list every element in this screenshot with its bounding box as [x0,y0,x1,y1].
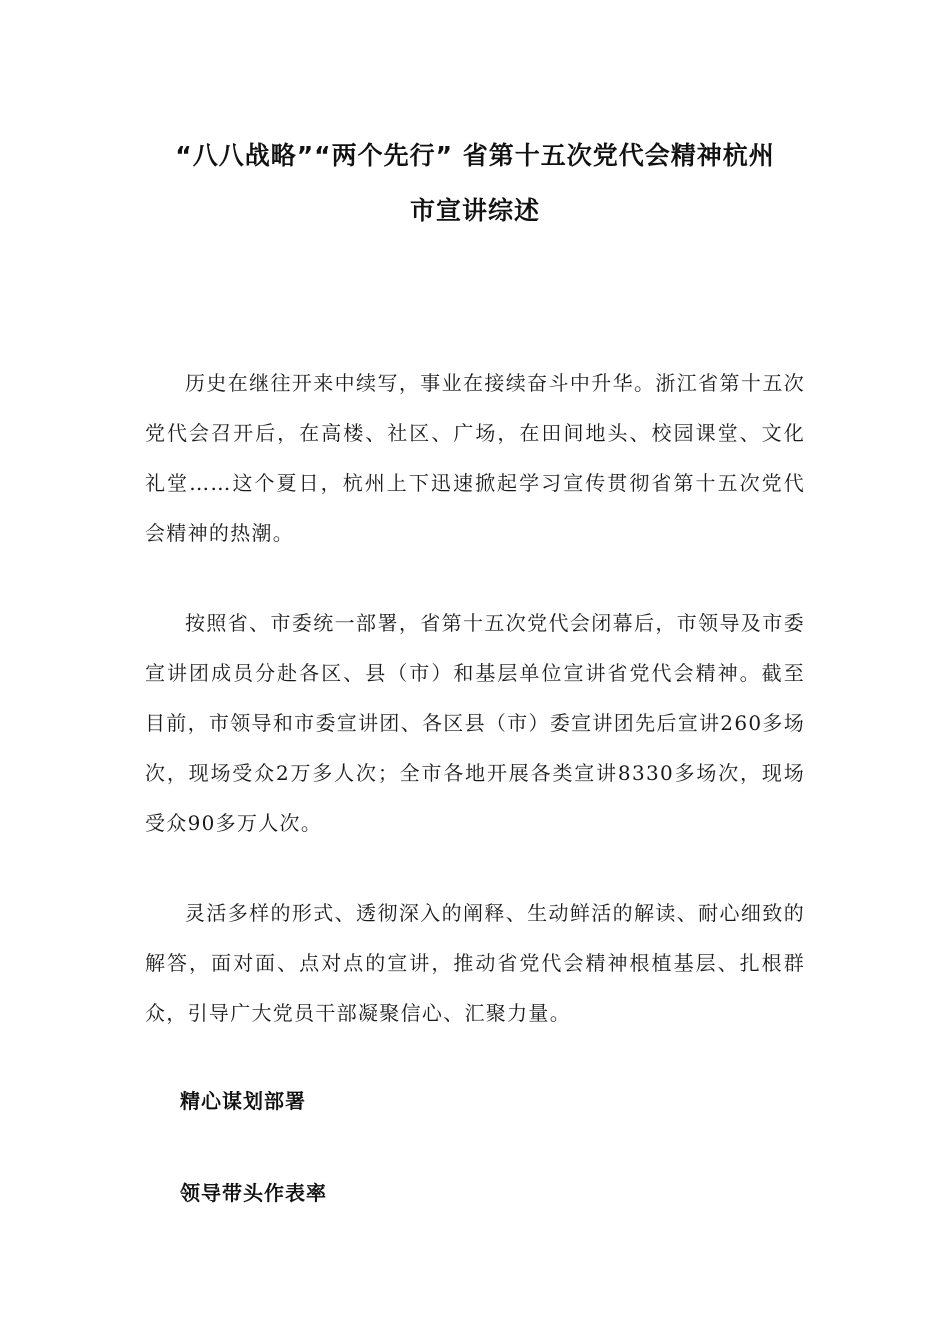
section-heading-planning: 精心谋划部署 [180,1089,306,1113]
paragraph-statistics: 按照省、市委统一部署，省第十五次党代会闭幕后，市领导及市委宣讲团成员分赴各区、县（市）和基层单位宣讲省党代会精神。截至目前，市领导和市委宣讲团、各区县（市）委宣讲团先后宣讲260多场次，现场受众2万多人次；全市各地开展各类宣讲8330多场次，现场受众90多万人次。 [145,611,805,835]
title-line-1: “八八战略”“两个先行” 省第十五次党代会精神杭州 [175,141,775,170]
document-title [140,128,810,238]
subsection-heading-leadership: 领导带头作表率 [180,1181,327,1205]
paragraph-summary: 灵活多样的形式、透彻深入的阐释、生动鲜活的解读、耐心细致的解答，面对面、点对点的宣讲，推动省党代会精神根植基层、扎根群众，引导广大党员干部凝聚信心、汇聚力量。 [145,901,805,1025]
paragraph-intro: 历史在继往开来中续写，事业在接续奋斗中升华。浙江省第十五次党代会召开后，在高楼、社区、广场，在田间地头、校园课堂、文化礼堂……这个夏日，杭州上下迅速掀起学习宣传贯彻省第十五次党代会精神的热潮。 [145,371,805,545]
title-line-2: 市宣讲综述 [409,196,540,225]
